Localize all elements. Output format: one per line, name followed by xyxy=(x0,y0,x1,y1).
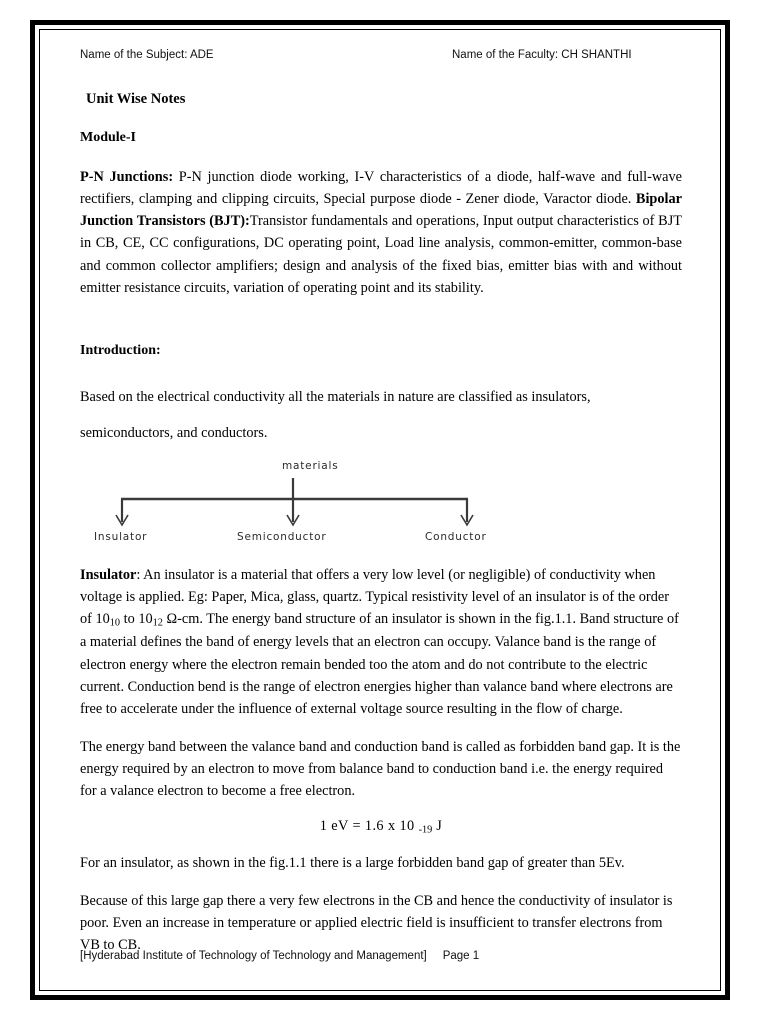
diagram-node-semiconductor: Semiconductor xyxy=(237,530,327,543)
insulator-text-c: Ω-cm. The energy band structure of an insulator is shown in the fig.1.1. Band structure of a material defines the band of energy levels that an electron can occupy. Valance band is the range of electron energy where the electron remain bended too the atom and do not contribute to the electric current. Conduction bend is the range of electron energies higher than valance band where electrons are free to accelerate under the influence of external voltage source resulting in the flow of charge. xyxy=(80,611,679,717)
page-border-frame xyxy=(30,20,730,1000)
introduction-line-2: semiconductors, and conductors. xyxy=(80,425,268,442)
module-syllabus-paragraph xyxy=(80,166,682,299)
document-content xyxy=(80,49,682,972)
insulator-label: Insulator xyxy=(80,566,137,583)
page-title: Unit Wise Notes xyxy=(86,91,186,107)
resistivity-exponent-upper: 12 xyxy=(152,617,163,629)
equation-exponent: -19 xyxy=(418,824,433,836)
bjt-label: Bipolar Junction Transistors (BJT): xyxy=(80,191,682,230)
introduction-heading: Introduction: xyxy=(80,342,161,358)
bjt-text: Transistor fundamentals and operations, Input output characteristics of BJT in CB, CE, CC configurations, DC operating point, Load line analysis, common-emitter, common-base and common collector amplifiers; design and analysis of the fixed bias, emitter bias with and without emitter resistance circuits, variation of operating point and its stability. xyxy=(80,213,682,296)
insulator-band-gap-paragraph: For an insulator, as shown in the fig.1.1 there is a large forbidden band gap of greater than 5Ev. xyxy=(80,854,625,871)
pn-junctions-label: P-N Junctions: xyxy=(80,169,174,185)
subject-name-label: Name of the Subject: ADE xyxy=(80,49,214,61)
equation-text-a: 1 eV = 1.6 x 10 xyxy=(319,818,419,835)
faculty-name-label: Name of the Faculty: CH SHANTHI xyxy=(452,49,632,61)
introduction-line-1: Based on the electrical conductivity all the materials in nature are classified as insulators, xyxy=(80,388,591,405)
pn-junctions-text: P-N junction diode working, I-V characteristics of a diode, half-wave and full-wave rectifiers, clamping and clipping circuits, Special purpose diode - Zener diode, Varactor diode. xyxy=(80,169,682,208)
diagram-node-conductor: Conductor xyxy=(425,530,487,543)
module-heading: Module-I xyxy=(80,130,136,145)
materials-classification-diagram xyxy=(80,460,682,550)
document-header xyxy=(80,49,682,61)
forbidden-band-gap-paragraph: The energy band between the valance band and conduction band is called as forbidden band gap. It is the energy required by an electron to move from balance band to conduction band i.e. the energy required for a valance electron to become a free electron. xyxy=(80,738,681,800)
resistivity-exponent-lower: 10 xyxy=(109,617,121,629)
diagram-node-materials: materials xyxy=(282,459,339,472)
electron-volt-equation xyxy=(80,818,682,835)
conductivity-paragraph: Because of this large gap there a very few electrons in the CB and hence the conductivity of insulator is poor. Even an increase in temperature or applied electric field is insufficient to transfer electrons from VB to CB. xyxy=(80,892,673,954)
insulator-text-a: : An insulator is a material that offers a very low level (or negligible) of conductivity when voltage is applied. Eg: Paper, Mica, glass, quartz. Typical resistivity level of an insulator is of the order of 10 xyxy=(80,566,669,628)
diagram-node-insulator: Insulator xyxy=(94,530,148,543)
insulator-paragraph xyxy=(80,564,682,720)
insulator-text-b: to 10 xyxy=(120,611,153,628)
equation-text-b: J xyxy=(432,818,443,835)
materials-tree-graphic xyxy=(80,460,580,550)
document-footer: [Hyderabad Institute of Technology of Technology and Management] Page 1 xyxy=(80,950,480,962)
